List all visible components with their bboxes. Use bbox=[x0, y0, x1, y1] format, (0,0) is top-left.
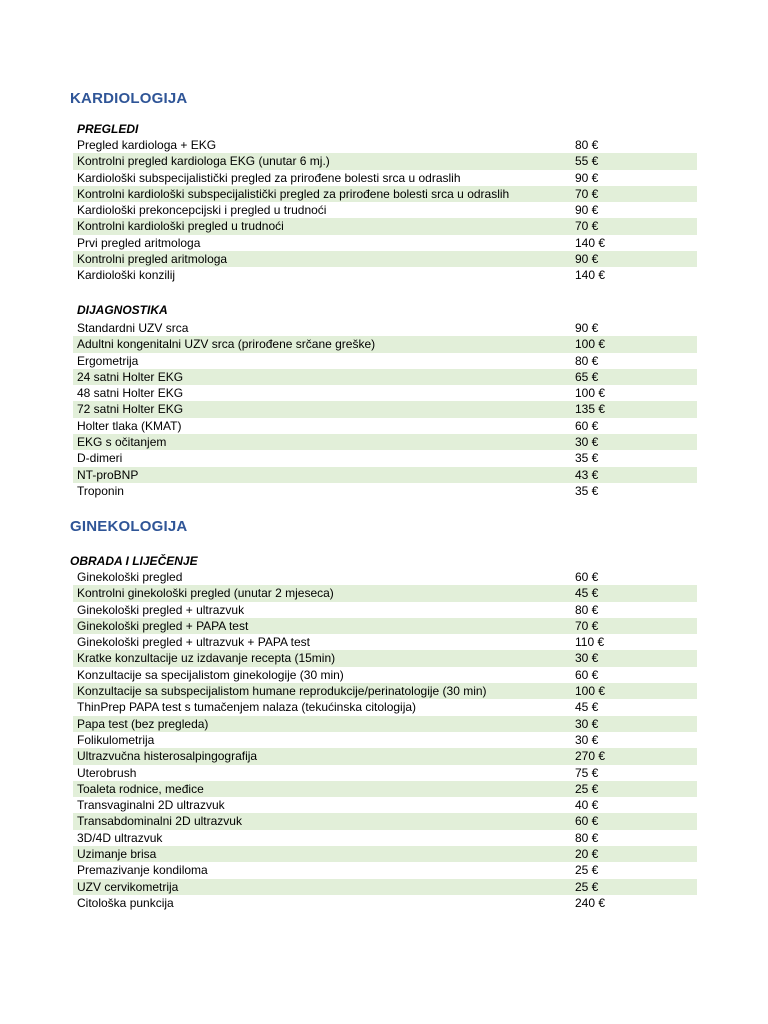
service-price: 100 € bbox=[575, 684, 606, 699]
service-price: 80 € bbox=[575, 353, 599, 368]
service-price: 60 € bbox=[575, 814, 599, 829]
table-row bbox=[73, 385, 697, 401]
service-name: Ergometrija bbox=[77, 353, 139, 368]
table-row bbox=[73, 667, 697, 683]
table-row bbox=[73, 602, 697, 618]
service-name: Adultni kongenitalni UZV srca (prirođene srčane greške) bbox=[77, 337, 376, 352]
service-name: Uzimanje brisa bbox=[77, 847, 157, 862]
service-name: 24 satni Holter EKG bbox=[77, 369, 184, 384]
service-price: 90 € bbox=[575, 321, 599, 335]
service-price: 70 € bbox=[575, 618, 599, 633]
table-row bbox=[73, 218, 697, 234]
table-row bbox=[73, 797, 697, 813]
table-row bbox=[73, 748, 697, 764]
service-price: 45 € bbox=[575, 700, 599, 715]
service-name: Holter tlaka (KMAT) bbox=[77, 418, 182, 433]
table-row bbox=[73, 895, 697, 911]
group-title-pregledi: PREGLEDI bbox=[77, 122, 139, 136]
service-name: D-dimeri bbox=[77, 451, 123, 466]
service-name: 48 satni Holter EKG bbox=[77, 386, 184, 401]
service-price: 100 € bbox=[575, 386, 606, 401]
service-name: Uterobrush bbox=[77, 765, 137, 780]
service-name: Ginekološki pregled bbox=[77, 570, 183, 584]
service-name: ThinPrep PAPA test s tumačenjem nalaza (tekućinska citologija) bbox=[77, 700, 417, 715]
service-name: Transabdominalni 2D ultrazvuk bbox=[77, 814, 242, 829]
service-name: Prvi pregled aritmologa bbox=[77, 235, 201, 250]
service-price: 30 € bbox=[575, 732, 599, 747]
table-row bbox=[73, 401, 697, 417]
table-row bbox=[73, 434, 697, 450]
table-row bbox=[73, 732, 697, 748]
service-name: Kardiološki konzilij bbox=[77, 268, 176, 283]
service-price: 40 € bbox=[575, 798, 599, 813]
service-price: 30 € bbox=[575, 435, 599, 450]
service-name: Kardiološki prekoncepcijski i pregled u trudnoći bbox=[77, 203, 327, 218]
table-dijagnostika bbox=[73, 320, 697, 499]
table-row bbox=[73, 418, 697, 434]
service-name: Ginekološki pregled + ultrazvuk + PAPA test bbox=[77, 635, 311, 650]
service-name: Citološka punkcija bbox=[77, 895, 174, 910]
service-name: Toaleta rodnice, međice bbox=[77, 781, 204, 796]
service-name: Premazivanje kondiloma bbox=[77, 863, 208, 878]
service-name: Papa test (bez pregleda) bbox=[77, 716, 209, 731]
service-name: EKG s očitanjem bbox=[77, 435, 167, 450]
table-row bbox=[73, 336, 697, 352]
service-price: 60 € bbox=[575, 570, 599, 584]
service-price: 80 € bbox=[575, 602, 599, 617]
service-price: 140 € bbox=[575, 268, 606, 283]
service-price: 135 € bbox=[575, 402, 606, 417]
service-price: 110 € bbox=[575, 635, 605, 650]
service-name: Kontrolni pregled aritmologa bbox=[77, 252, 228, 267]
service-name: Standardni UZV srca bbox=[77, 321, 189, 335]
service-price: 80 € bbox=[575, 138, 599, 152]
service-name: UZV cervikometrija bbox=[77, 879, 179, 894]
service-price: 80 € bbox=[575, 830, 599, 845]
service-name: Kontrolni kardiološki pregled u trudnoći bbox=[77, 219, 284, 234]
table-row bbox=[73, 251, 697, 267]
table-row bbox=[73, 186, 697, 202]
service-price: 25 € bbox=[575, 879, 599, 894]
service-name: 72 satni Holter EKG bbox=[77, 402, 184, 417]
service-price: 240 € bbox=[575, 895, 606, 910]
service-name: Kontrolni ginekološki pregled (unutar 2 mjeseca) bbox=[77, 586, 334, 601]
service-name: Kontrolni pregled kardiologa EKG (unutar 6 mj.) bbox=[77, 154, 330, 169]
service-price: 35 € bbox=[575, 451, 599, 466]
service-price: 35 € bbox=[575, 483, 599, 498]
service-price: 75 € bbox=[575, 765, 599, 780]
table-pregledi bbox=[73, 137, 697, 284]
service-price: 65 € bbox=[575, 369, 599, 384]
table-row bbox=[73, 862, 697, 878]
table-row bbox=[73, 813, 697, 829]
service-price: 60 € bbox=[575, 667, 599, 682]
service-price: 90 € bbox=[575, 252, 599, 267]
service-price: 55 € bbox=[575, 154, 599, 169]
service-name: Pregled kardiologa + EKG bbox=[77, 138, 217, 152]
service-price: 140 € bbox=[575, 235, 606, 250]
table-row bbox=[73, 683, 697, 699]
service-price: 25 € bbox=[575, 781, 599, 796]
service-name: 3D/4D ultrazvuk bbox=[77, 830, 163, 845]
table-row bbox=[73, 170, 697, 186]
service-price: 100 € bbox=[575, 337, 606, 352]
table-row bbox=[73, 369, 697, 385]
table-row bbox=[73, 781, 697, 797]
table-row bbox=[73, 202, 697, 218]
table-row bbox=[73, 618, 697, 634]
table-row bbox=[73, 699, 697, 715]
table-row bbox=[73, 353, 697, 369]
table-row bbox=[73, 569, 697, 585]
service-name: Konzultacije sa specijalistom ginekologije (30 min) bbox=[77, 667, 344, 682]
section-title-kardiologija: KARDIOLOGIJA bbox=[70, 90, 188, 107]
service-price: 30 € bbox=[575, 716, 599, 731]
service-name: NT-proBNP bbox=[77, 467, 139, 482]
service-name: Konzultacije sa subspecijalistom humane reprodukcije/perinatologije (30 min) bbox=[77, 684, 487, 699]
table-row bbox=[73, 483, 697, 499]
table-row bbox=[73, 846, 697, 862]
table-row bbox=[73, 153, 697, 169]
service-name: Kardiološki subspecijalistički pregled za prirođene bolesti srca u odraslih bbox=[77, 170, 461, 185]
service-name: Kontrolni kardiološki subspecijalistički pregled za prirođene bolesti srca u odraslih bbox=[77, 186, 510, 201]
service-price: 45 € bbox=[575, 586, 599, 601]
service-price: 270 € bbox=[575, 749, 606, 764]
table-row bbox=[73, 650, 697, 666]
group-title-obrada-i-lijecenje: OBRADA I LIJEČENJE bbox=[70, 554, 198, 568]
service-price: 90 € bbox=[575, 170, 599, 185]
group-title-dijagnostika: DIJAGNOSTIKA bbox=[77, 303, 168, 317]
service-price: 30 € bbox=[575, 651, 599, 666]
service-name: Ginekološki pregled + ultrazvuk bbox=[77, 602, 245, 617]
service-name: Troponin bbox=[77, 483, 124, 498]
table-row bbox=[73, 879, 697, 895]
table-row bbox=[73, 765, 697, 781]
table-row bbox=[73, 320, 697, 336]
table-row bbox=[73, 634, 697, 650]
service-name: Transvaginalni 2D ultrazvuk bbox=[77, 798, 225, 813]
service-price: 60 € bbox=[575, 418, 599, 433]
service-name: Folikulometrija bbox=[77, 732, 155, 747]
service-price: 90 € bbox=[575, 203, 599, 218]
service-price: 20 € bbox=[575, 847, 599, 862]
table-row bbox=[73, 830, 697, 846]
table-obrada-i-lijecenje bbox=[73, 569, 697, 911]
service-name: Ginekološki pregled + PAPA test bbox=[77, 618, 249, 633]
service-price: 70 € bbox=[575, 186, 599, 201]
service-price: 70 € bbox=[575, 219, 599, 234]
service-name: Ultrazvučna histerosalpingografija bbox=[77, 749, 258, 764]
table-row bbox=[73, 137, 697, 153]
table-row bbox=[73, 267, 697, 283]
table-row bbox=[73, 450, 697, 466]
table-row bbox=[73, 585, 697, 601]
service-price: 43 € bbox=[575, 467, 599, 482]
section-title-ginekologija: GINEKOLOGIJA bbox=[70, 518, 188, 535]
table-row bbox=[73, 235, 697, 251]
service-price: 25 € bbox=[575, 863, 599, 878]
service-name: Kratke konzultacije uz izdavanje recepta (15min) bbox=[77, 651, 336, 666]
table-row bbox=[73, 467, 697, 483]
table-row bbox=[73, 716, 697, 732]
